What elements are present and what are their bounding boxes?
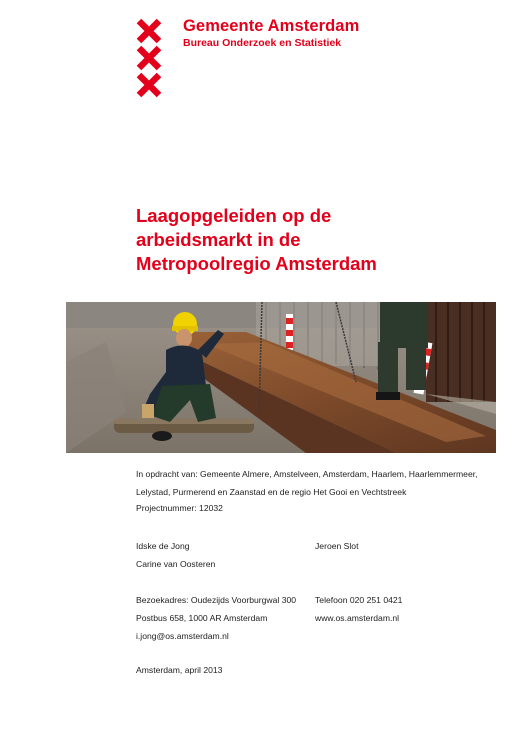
report-title xyxy=(136,204,456,276)
website-link[interactable]: www.os.amsterdam.nl xyxy=(315,613,400,623)
author-name: Idske de Jong xyxy=(136,541,190,551)
place-and-date: Amsterdam, april 2013 xyxy=(136,665,223,675)
cover-photo xyxy=(66,302,496,453)
author-name: Jeroen Slot xyxy=(315,541,359,551)
organization-department: Bureau Onderzoek en Statistiek xyxy=(183,37,342,49)
organization-name: Gemeente Amsterdam xyxy=(183,17,360,35)
author-name: Carine van Oosteren xyxy=(136,559,216,569)
postal-address: Postbus 658, 1000 AR Amsterdam xyxy=(136,613,268,623)
organization-header xyxy=(183,16,359,50)
title-line-2: arbeidsmarkt in de xyxy=(136,229,301,250)
title-line-3: Metropoolregio Amsterdam xyxy=(136,253,377,274)
phone-number: Telefoon 020 251 0421 xyxy=(315,595,403,605)
construction-worker-photo-icon xyxy=(66,302,496,453)
commission-text: In opdracht van: Gemeente Almere, Amstelveen, Amsterdam, Haarlem, Haarlemmermeer, Lelystad, Purmerend en Zaanstad en de regio Het Gooi en Vechtstreek xyxy=(136,469,478,497)
cross-icon xyxy=(136,18,162,44)
cross-icon xyxy=(136,72,162,98)
visit-address: Bezoekadres: Oudezijds Voorburgwal 300 xyxy=(136,595,297,605)
title-line-1: Laagopgeleiden op de xyxy=(136,205,332,226)
email-link[interactable]: i.jong@os.amsterdam.nl xyxy=(136,631,229,641)
amsterdam-logo-crosses xyxy=(136,18,162,99)
project-number: Projectnummer: 12032 xyxy=(136,503,223,513)
cross-icon xyxy=(136,45,162,71)
